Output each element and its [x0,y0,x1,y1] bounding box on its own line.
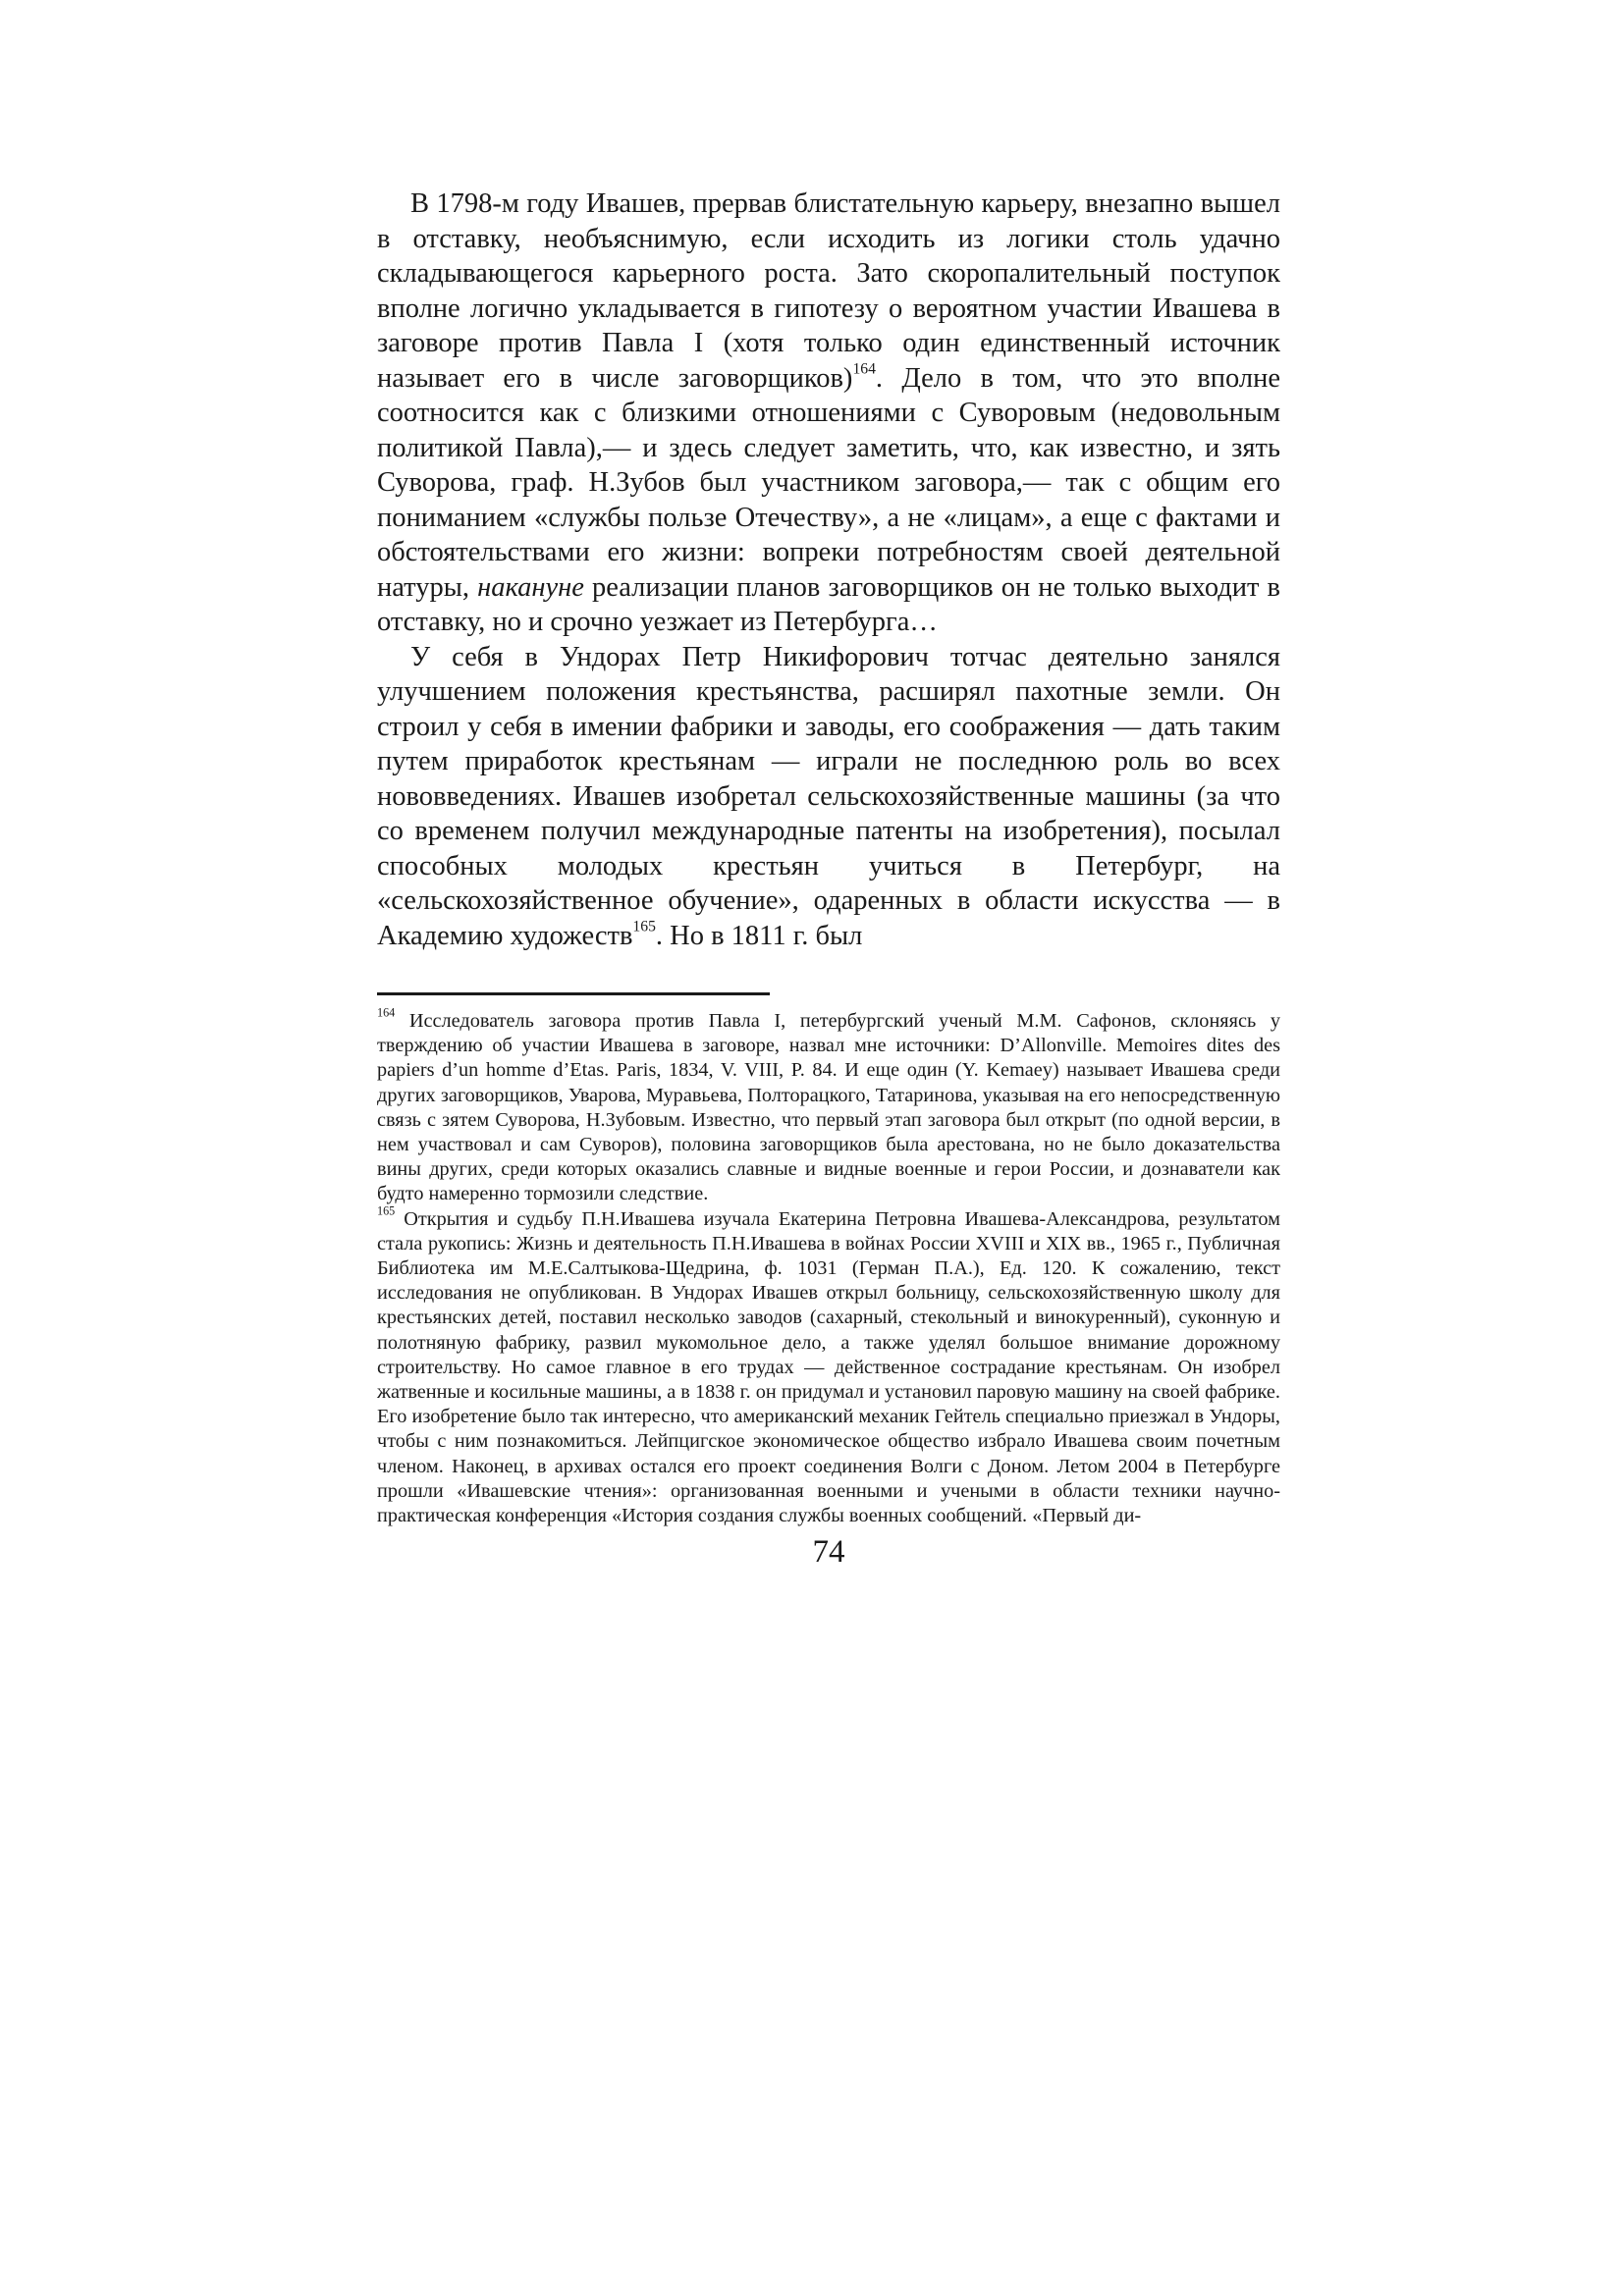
paragraph-2-end: . Но в 1811 г. был [655,920,863,951]
paragraph-2 [377,640,1280,954]
footnote-mark: 165 [377,1203,396,1218]
footnote-ref-164[interactable]: 164 [852,360,876,378]
emphasis-text: накануне [477,571,584,603]
footnotes [377,1005,1280,1528]
page-number: 74 [812,1534,845,1570]
footnote-165 [377,1203,1280,1529]
footnote-164 [377,1005,1280,1207]
paragraph-2-text: У себя в Ундорах Петр Никифорович тотчас деятельно занялся улучшением положения крестьянства, расширял пахотные земли. Он строил у себя в имении фабрики и заводы, его соображения — дать таким путем приработок крестьянам — играли не последнюю роль во всех нововведениях. Ивашев изобретал сельскохозяйственные машины (за что со временем получил международные патенты на изобретения), посылал способных молодых крестьян учиться в Петербург, на «сельскохозяйственное обучение», одаренных в области искусства — в Академию художеств [377,641,1280,951]
footnote-text: Открытия и судьбу П.Н.Ивашева изучала Екатерина Петровна Ивашева-Александрова, результатом стала рукопись: Жизнь и деятельность П.Н.Ивашева в войнах России XVIII и XIX вв., 1965 г., Публичная Библиотека им М.Е.Салтыкова-Щедрина, ф. 1031 (Герман П.А.), Ед. 120. К сожалению, текст исследования не опубликован. В Ундорах Ивашев открыл больницу, сельскохозяйственную школу для крестьянских детей, поставил несколько заводов (сахарный, стекольный и винокуренный), суконную и полотняную фабрику, развил мукомольное дело, а также уделял большое внимание дорожному строительству. Но самое главное в его трудах — действенное сострадание крестьянам. Он изобрел жатвенные и косильные машины, а в 1838 г. он придумал и установил паровую машину на своей фабрике. Его изобретение было так интересно, что американский механик Гейтель специально приезжал в Ундоры, чтобы с ним познакомиться. Лейпцигское экономическое общество избрало Ивашева своим почетным членом. Наконец, в архивах остался его проект соединения Волги с Доном. Летом 2004 в Петербурге прошли «Ивашевские чтения»: организованная военными и учеными в области техники научно-практическая конференция «История создания службы военных сообщений. «Первый ди- [377,1207,1280,1527]
paragraph-1-end: реализации планов заговорщиков он не только выходит в отставку, но и срочно уезжает из Петербурга… [377,571,1280,637]
footnote-text: Исследователь заговора против Павла I, петербургский ученый М.М. Сафонов, склоняясь у тверждению об участии Ивашева в заговоре, назвал мне источники: D’Allonville. Memoires dites des papiers d’un homme d’Etas. Paris, 1834, V. VIII, P. 84. И еще один (Y. Kemaey) называет Ивашева среди других заговорщиков, Уварова, Муравьева, Полторацкого, Татаринова, указывая на его непосредственную связь с зятем Суворова, Н.Зубовым. Известно, что первый этап заговора был открыт (по одной версии, в нем участвовал и сам Суворов), половина заговорщиков была арестована, но не было доказательства вины других, среди которых оказались славные и видные военные и герои России, и дознаватели как будто намеренно тормозили следствие. [377,1010,1280,1205]
page-content [377,187,1280,1528]
footnote-divider [377,992,770,995]
main-text [377,187,1280,953]
footnote-mark: 164 [377,1005,396,1020]
footnote-ref-165[interactable]: 165 [632,918,656,935]
paragraph-1 [377,187,1280,640]
paragraph-1-continuation: . Дело в том, что это вполне соотносится как с близкими отношениями с Суворовым (недовольным политикой Павла),— и здесь следует заметить, что, как известно, и зять Суворова, граф. Н.Зубов был участником заговора,— так с общим его пониманием «службы пользе Отечеству», а не «лицам», а еще с фактами и обстоятельствами его жизни: вопреки потребностям своей деятельной натуры, [377,362,1281,603]
paragraph-1-text: В 1798-м году Ивашев, прервав блистательную карьеру, внезапно вышел в отставку, необъяснимую, если исходить из логики столь удачно складывающегося карьерного роста. Зато скоропалительный поступок вполне логично укладывается в гипотезу о вероятном участии Ивашева в заговоре против Павла I (хотя только один единственный источник называет его в числе заговорщиков) [377,188,1280,394]
